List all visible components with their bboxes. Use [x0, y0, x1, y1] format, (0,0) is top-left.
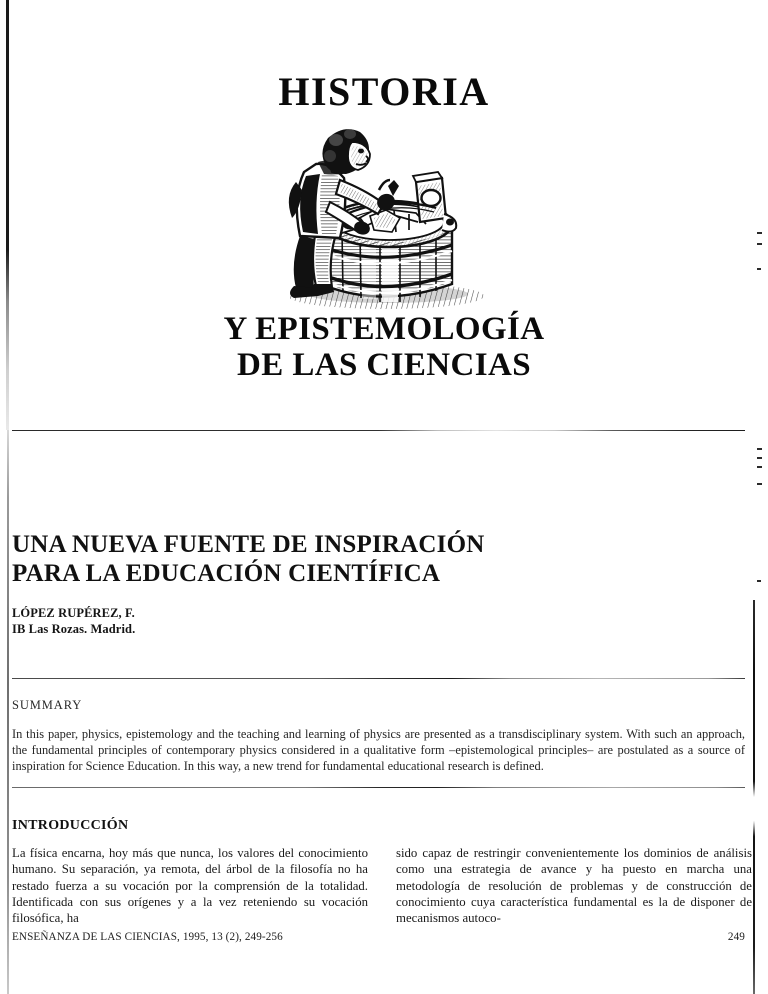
author-block — [12, 605, 135, 637]
body-columns — [12, 845, 752, 926]
divider-above-summary — [12, 678, 745, 679]
scan-artifact-left-line — [7, 430, 9, 994]
scan-artifact-right-line — [753, 600, 755, 994]
body-column-right — [396, 845, 752, 926]
scan-artifact-tick — [757, 448, 762, 450]
body-paragraph-right: sido capaz de restringir convenientemente los dominios de análisis como una estrategia de avance y ha puesto en marcha una metodología de resolución de problemas y de construcción de conocimiento cuya característica fundamental es la de disponer de mecanismos autoco- — [396, 846, 752, 925]
journal-masthead-lower — [0, 312, 768, 383]
journal-masthead — [0, 69, 768, 114]
masthead-line-epistemologia: Y EPISTEMOLOGÍA — [223, 311, 545, 347]
body-column-left — [12, 845, 368, 926]
body-paragraph-left: La física encarna, hoy más que nunca, los valores del conocimiento humano. Su separación, ya remota, del árbol de la filosofía no ha restado fuerza a su vocación por la comprensión de la totalidad. Identificada con sus orígenes y a la vez reteniendo su vocación filosófica, ha — [12, 846, 368, 925]
scan-artifact-tick — [757, 457, 762, 459]
article-title-line-2: PARA LA EDUCACIÓN CIENTÍFICA — [12, 560, 441, 587]
author-name: LÓPEZ RUPÉREZ, F. — [12, 606, 135, 620]
woodcut-man-at-vat-icon — [266, 118, 502, 314]
masthead-line-de-las-ciencias: DE LAS CIENCIAS — [237, 346, 531, 383]
footer-page-number: 249 — [727, 931, 745, 943]
introduction-heading: INTRODUCCIÓN — [12, 818, 129, 833]
page-footer — [12, 931, 745, 943]
scan-artifact-tick — [757, 466, 762, 468]
divider-below-summary — [12, 787, 745, 788]
masthead-line-historia: HISTORIA — [278, 69, 490, 114]
scan-artifact-tick — [757, 580, 761, 582]
page-title — [12, 530, 612, 588]
article-title-line-1: UNA NUEVA FUENTE DE INSPIRACIÓN — [12, 531, 485, 558]
summary-heading: SUMMARY — [12, 698, 83, 712]
masthead-illustration — [0, 118, 768, 314]
footer-citation: ENSEÑANZA DE LAS CIENCIAS, 1995, 13 (2), 249-256 — [12, 931, 283, 943]
author-affiliation: IB Las Rozas. Madrid. — [12, 622, 136, 636]
divider-below-masthead — [12, 430, 745, 431]
scan-artifact-tick — [757, 483, 762, 485]
summary-body: In this paper, physics, epistemology and the teaching and learning of physics are presented as a transdisciplinary system. With such an approach, the fundamental principles of contemporary physics considered in a qualitative form –epistemological principles– are postulated as a source of inspiration for Science Education. In this way, a new trend for fundamental educational research is defined. — [12, 727, 745, 773]
